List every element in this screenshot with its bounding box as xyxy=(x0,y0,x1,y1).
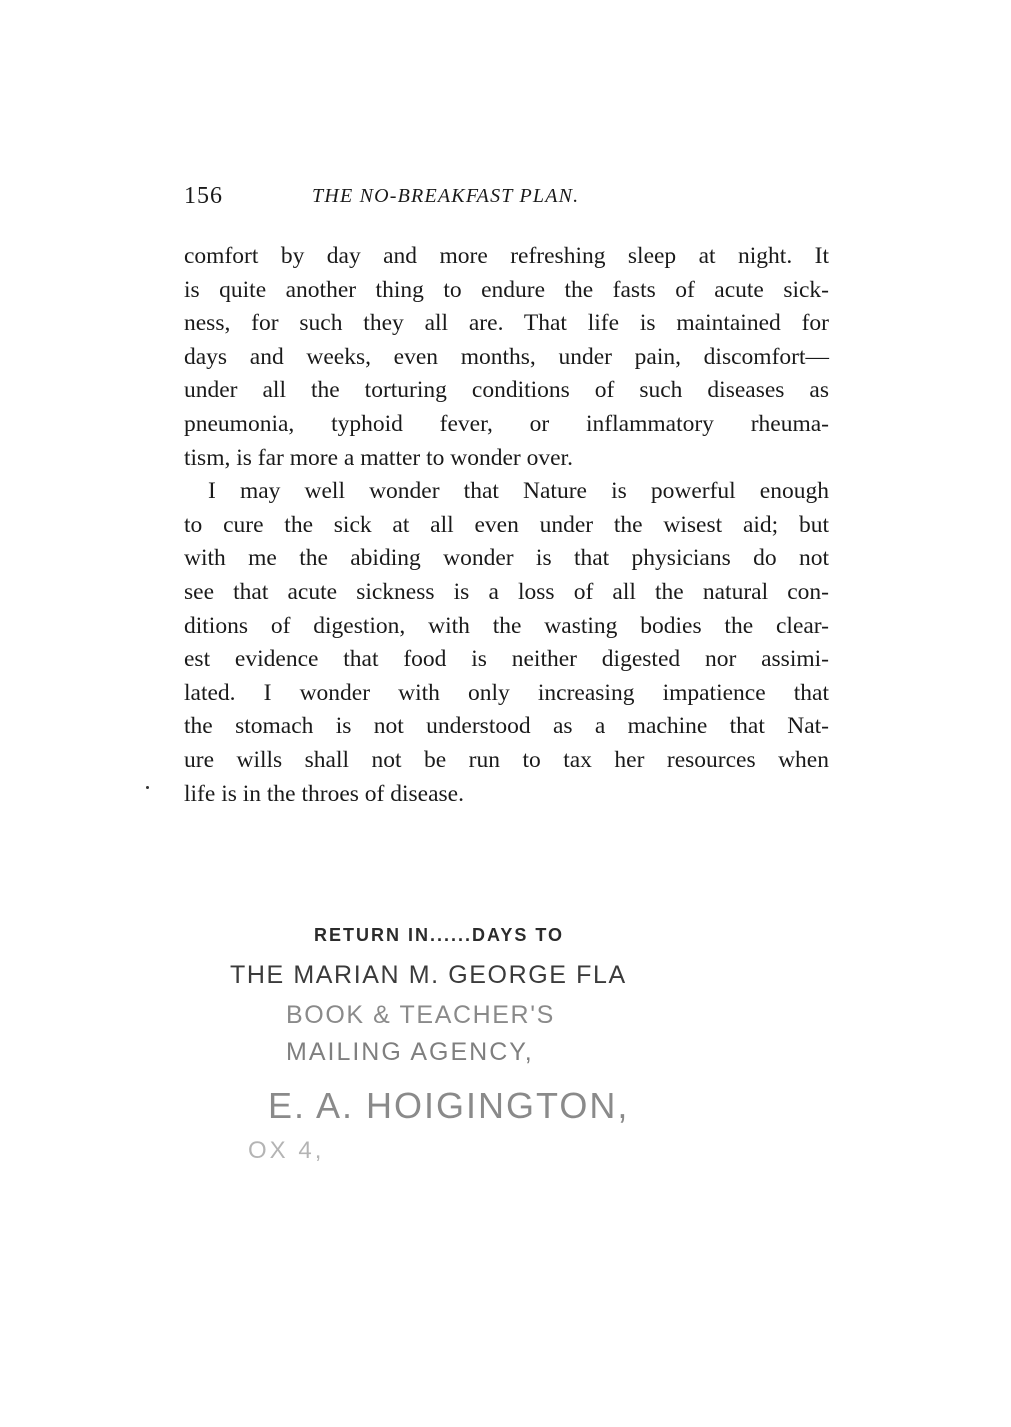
paragraph xyxy=(184,240,829,475)
running-head xyxy=(184,183,684,213)
stamp-proprietor: E. A. HOIGINGTON, xyxy=(268,1085,630,1126)
stamp-agency-name: THE MARIAN M. GEORGE FLA xyxy=(230,961,627,989)
text-line: ure wills shall not be run to tax her resources when xyxy=(184,746,829,773)
print-speck xyxy=(146,786,149,789)
text-line: lated. I wonder with only increasing impatience that xyxy=(184,679,829,706)
paragraph xyxy=(184,475,829,811)
text-line: the stomach is not understood as a machine that Nat- xyxy=(184,713,829,740)
text-line: tism, is far more a matter to wonder over. xyxy=(184,444,573,471)
text-line: to cure the sick at all even under the wisest aid; but xyxy=(184,511,829,538)
text-line: is quite another thing to endure the fasts of acute sick- xyxy=(184,276,829,303)
text-line: ditions of digestion, with the wasting bodies the clear- xyxy=(184,612,829,639)
text-line: days and weeks, even months, under pain, discomfort— xyxy=(184,343,829,370)
text-line: I may well wonder that Nature is powerful enough xyxy=(208,478,829,505)
text-line: with me the abiding wonder is that physicians do not xyxy=(184,545,829,572)
stamp-agency-type: BOOK & TEACHER'S xyxy=(286,1001,555,1029)
text-line: est evidence that food is neither digested nor assimi- xyxy=(184,646,829,673)
body-text xyxy=(184,240,829,811)
text-line: see that acute sickness is a loss of all the natural con- xyxy=(184,578,829,605)
text-line: ness, for such they all are. That life is maintained for xyxy=(184,310,829,337)
text-line: comfort by day and more refreshing sleep at night. It xyxy=(184,243,829,269)
library-stamp xyxy=(230,925,690,1165)
text-line: life is in the throes of disease. xyxy=(184,780,464,807)
stamp-box-address: OX 4, xyxy=(248,1137,325,1164)
text-line: pneumonia, typhoid fever, or inflammatory rheuma- xyxy=(184,410,829,437)
stamp-mailing-agency: MAILING AGENCY, xyxy=(286,1038,534,1066)
running-title: THE NO-BREAKFAST PLAN. xyxy=(312,185,580,207)
text-line: under all the torturing conditions of such diseases as xyxy=(184,377,829,404)
page-number: 156 xyxy=(184,183,223,209)
stamp-return-line: RETURN IN......DAYS TO xyxy=(314,925,565,945)
